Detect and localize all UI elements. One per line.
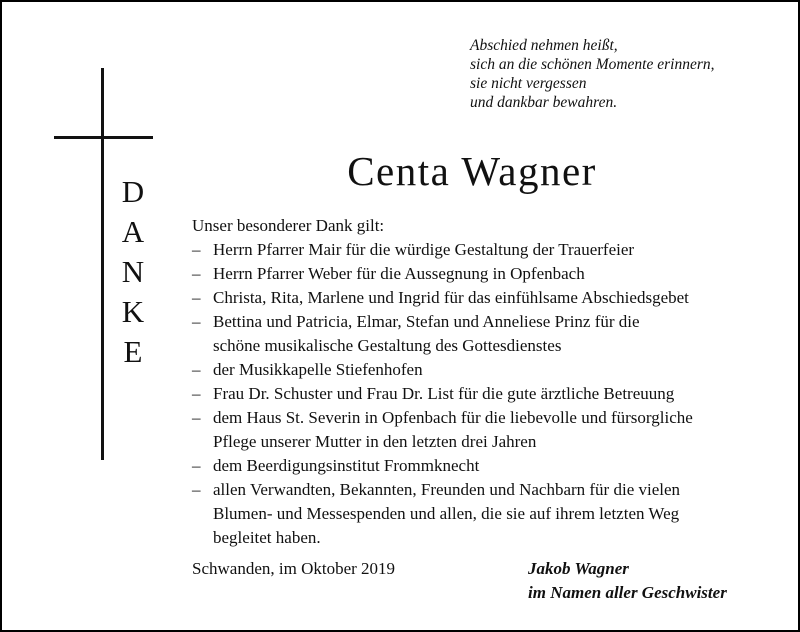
thanks-text-line: der Musikkapelle Stiefenhofen [213,360,423,379]
cross-horizontal-beam [54,136,153,139]
deceased-name: Centa Wagner [347,148,597,194]
thanks-text-line: dem Beerdigungsinstitut Frommknecht [213,456,480,475]
farewell-quote [470,36,790,112]
thanks-text-line: begleitet haben. [213,528,321,547]
list-dash: – [192,480,201,499]
thanks-list-item [192,286,772,310]
thanks-text-line: dem Haus St. Severin in Opfenbach für die liebevolle und fürsorgliche [213,408,693,427]
list-dash: – [192,312,201,331]
thanks-list-item [192,406,772,454]
quote-line: Abschied nehmen heißt, [470,37,618,54]
thanks-list-item [192,310,772,358]
thanks-list-item [192,454,772,478]
list-dash: – [192,456,201,475]
thanks-text-line: Frau Dr. Schuster und Frau Dr. List für die gute ärztliche Betreuung [213,384,675,403]
thanks-text-line: allen Verwandten, Bekannten, Freunden und Nachbarn für die vielen [213,480,681,499]
thanks-list-item [192,358,772,382]
thanks-text-line: Pflege unserer Mutter in den letzten drei Jahren [213,432,537,451]
thanks-text-line: schöne musikalische Gestaltung des Gottesdienstes [213,336,562,355]
thanks-list [192,238,772,550]
thanks-text-line: Herrn Pfarrer Weber für die Aussegnung in Opfenbach [213,264,585,283]
list-dash: – [192,264,201,283]
thanks-text [213,286,772,310]
list-dash: – [192,288,201,307]
thanks-text-line: Blumen- und Messespenden und allen, die sie auf ihrem letzten Weg [213,504,680,523]
thanks-list-item [192,382,772,406]
signature-subtitle: im Namen aller Geschwister [528,583,727,602]
thanks-text [213,358,772,382]
danke-letter: D [121,174,145,209]
thanks-text [213,262,772,286]
thanks-text [213,478,772,550]
thanks-text-line: Herrn Pfarrer Mair für die würdige Gestaltung der Trauerfeier [213,240,635,259]
thanks-list-item [192,262,772,286]
thanks-text-line: Bettina und Patricia, Elmar, Stefan und Anneliese Prinz für die [213,312,640,331]
place-and-date: Schwanden, im Oktober 2019 [192,559,396,578]
danke-letter: N [121,254,145,289]
signature-name: Jakob Wagner [528,559,629,578]
danke-letter: E [123,334,143,369]
thanks-intro: Unser besonderer Dank gilt: [192,216,385,235]
quote-line: sie nicht vergessen [470,75,587,92]
danke-letter: K [121,294,145,329]
thanks-text [213,454,772,478]
signature [528,557,727,605]
quote-line: und dankbar bewahren. [470,94,618,111]
thanks-text-line: Christa, Rita, Marlene und Ingrid für das einfühlsame Abschiedsgebet [213,288,689,307]
list-dash: – [192,408,201,427]
thanks-text [213,238,772,262]
thanks-text [213,382,772,406]
danke-letter: A [121,214,145,249]
thanks-text [213,310,772,358]
quote-line: sich an die schönen Momente erinnern, [470,56,715,73]
danke-vertical-text [108,172,158,372]
thanks-list-item [192,238,772,262]
thanks-list-item [192,478,772,550]
list-dash: – [192,384,201,403]
thanks-text [213,406,772,454]
list-dash: – [192,360,201,379]
cross-vertical-beam [101,68,104,460]
list-dash: – [192,240,201,259]
